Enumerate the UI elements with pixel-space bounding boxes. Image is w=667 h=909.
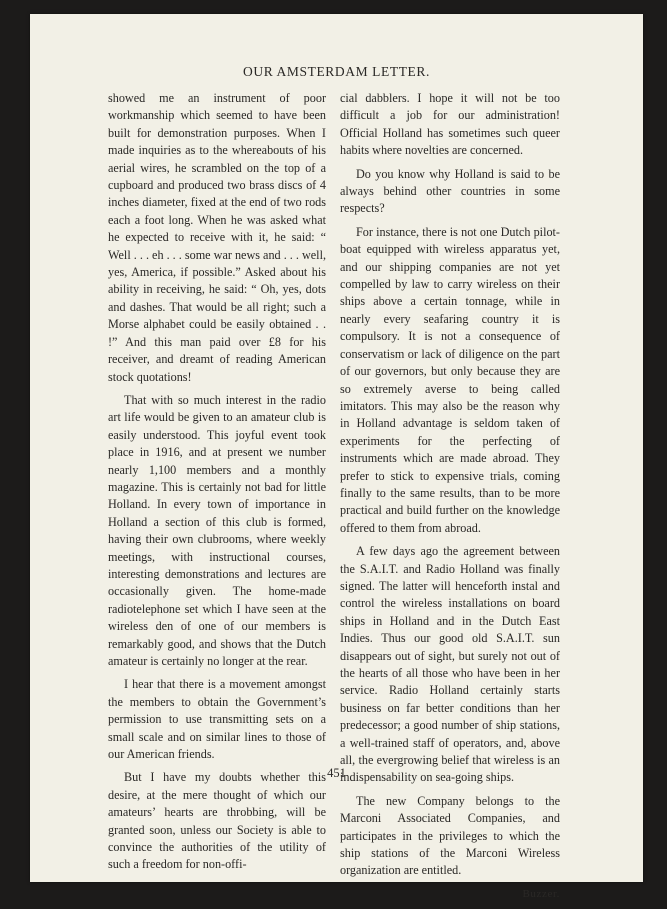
paragraph: For instance, there is not one Dutch pilot-boat equipped with wireless apparatus yet, and our shipping companies are not yet compelled by law to carry wireless on their ships above a certain tonnage, while in nearly every seafaring country it is compulsory. It is not a consequence of conservatism or lack of diligence on the part of our governors, but only because they are so extremely averse to being called imitators. This may also be the reason why in Holland advantage is seldom taken of experiments for the perfecting of instruments which are made abroad. They prefer to stick to expensive trials, coming finally to the same results, than to be more practical and build further on the knowledge offered to them from abroad. [340,224,560,535]
paragraph: That with so much interest in the radio art life would be given to an amateur club is easily understood. This joyful event took place in 1916, and at present we number nearly 1,100 members and a monthly magazine. This is certainly not bad for little Holland. In every town of importance in Holland a section of this club is formed, having their own clubrooms, where weekly meetings, with instructional courses, interesting demonstrations and lectures are occasionally given. The home-made radiotelephone set which I have seen at the wireless den of one of our members is remarkably good, and shows that the Dutch amateur is certainly no longer at the rear. [108,392,326,668]
paragraph: The new Company belongs to the Marconi Associated Companies, and participates in the privileges to which the ship stations of the Marconi Wireless organization are entitled. [340,793,560,878]
paragraph: But I have my doubts whether this desire, at the mere thought of which our amateurs’ hearts are throbbing, will be granted soon, unless our Society is able to convince the authorities of the utility of such a freedom for non-offi- [108,770,326,872]
paragraph: A few days ago the agreement between the S.A.I.T. and Radio Holland was finally signed. The latter will henceforth instal and control the wireless installations on board ships in Holland and in the Dutch East Indies. Thus our good old S.A.I.T. sun disappears out of sight, but surely not out of the hearts of all those who have been in her service. Radio Holland certainly starts business on far better conditions than her predecessor; a good number of ship stations, a well-trained staff of operators, and, above all, the evergrowing belief that wireless is an indispensability on sea-going ships. [340,544,560,785]
page-header: OUR AMSTERDAM LETTER. [243,64,430,79]
right-column [340,90,560,909]
author-signature: Buzzer. [522,887,560,900]
paragraph: showed me an instrument of poor workmanship which seemed to have been built for demonstration purposes. When I made inquiries as to the whereabouts of his aerial wires, he scrambled on the top of a cupboard and produced two brass discs of 4 inches diameter, fixed at the end of two rods each a foot long. When he was asked what he expected to receive with it, he said: “ Well . . . eh . . . some war news and . . . well, yes, America, if possible.” Asked about his ability in receiving, he said: “ Oh, yes, dots and dashes. That would be all right; such a Morse alphabet could be easily obtained . . !” And this man paid over £8 for his receiver, and dreamt of reading American stock quotations! [108,91,327,384]
paragraph: Do you know why Holland is said to be always behind other countries in some respects? [340,166,560,216]
paragraph: I hear that there is a movement amongst the members to obtain the Government’s permission to use transmitting sets on a small scale and on similar lines to those of our American friends. [108,677,326,762]
magazine-page [30,14,643,900]
paragraph: cial dabblers. I hope it will not be too difficult a job for our administration! Official Holland has sometimes such queer habits where novelties are concerned. [340,91,560,158]
page-number: 451 [327,766,346,780]
left-column [108,90,326,880]
